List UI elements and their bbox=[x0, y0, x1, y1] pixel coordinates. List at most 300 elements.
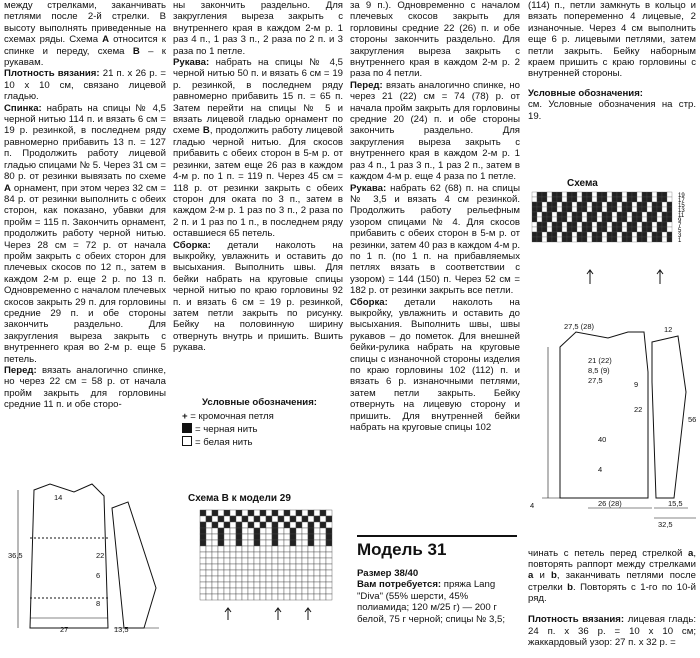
grid-cell bbox=[607, 202, 612, 207]
grid-cell bbox=[260, 564, 266, 570]
grid-cell bbox=[657, 202, 662, 207]
grid-cell bbox=[284, 516, 290, 522]
grid-cell bbox=[567, 207, 572, 212]
grid-cell bbox=[602, 207, 607, 212]
grid-cell bbox=[667, 232, 672, 237]
grid-cell bbox=[642, 202, 647, 207]
grid-cell bbox=[236, 582, 242, 588]
grid-cell bbox=[308, 576, 314, 582]
grid-cell bbox=[254, 552, 260, 558]
grid-cell bbox=[552, 212, 557, 217]
grid-cell bbox=[266, 540, 272, 546]
grid-cell bbox=[642, 237, 647, 242]
legend-item-white: = белая нить bbox=[182, 436, 337, 449]
grid-cell bbox=[218, 534, 224, 540]
grid-cell bbox=[278, 516, 284, 522]
grid-cell bbox=[602, 237, 607, 242]
grid-cell bbox=[562, 227, 567, 232]
grid-cell bbox=[572, 227, 577, 232]
grid-cell bbox=[326, 516, 332, 522]
grid-cell bbox=[532, 222, 537, 227]
grid-cell bbox=[272, 522, 278, 528]
grid-cell bbox=[622, 232, 627, 237]
dim-label: 27,5 (28) bbox=[564, 322, 595, 331]
grid-cell bbox=[542, 212, 547, 217]
grid-cell bbox=[248, 540, 254, 546]
grid-cell bbox=[542, 197, 547, 202]
grid-cell bbox=[248, 594, 254, 600]
grid-cell bbox=[662, 212, 667, 217]
dim-label: 56 bbox=[688, 415, 697, 424]
grid-cell bbox=[597, 217, 602, 222]
grid-cell bbox=[248, 528, 254, 534]
grid-cell bbox=[230, 522, 236, 528]
grid-cell bbox=[617, 197, 622, 202]
grid-cell bbox=[607, 212, 612, 217]
grid-cell bbox=[326, 528, 332, 534]
grid-cell bbox=[278, 582, 284, 588]
model-body: Размер 38/40 Вам потребуется: пряжа Lang "Diva" (55% шерсти, 45% полиамида; 120 м/25 г) — 200 г белой, 75 г черной; спицы № 3,5; bbox=[357, 568, 505, 625]
grid-cell bbox=[206, 540, 212, 546]
grid-cell bbox=[597, 232, 602, 237]
grid-cell bbox=[212, 552, 218, 558]
grid-cell bbox=[272, 546, 278, 552]
grid-cell bbox=[236, 528, 242, 534]
model-size: Размер 38/40 bbox=[357, 568, 419, 579]
grid-cell bbox=[657, 222, 662, 227]
grid-cell bbox=[572, 202, 577, 207]
grid-cell bbox=[657, 227, 662, 232]
grid-cell bbox=[597, 227, 602, 232]
grid-cell bbox=[602, 212, 607, 217]
grid-cell bbox=[284, 576, 290, 582]
grid-cell bbox=[206, 516, 212, 522]
grid-cell bbox=[200, 576, 206, 582]
grid-cell bbox=[320, 516, 326, 522]
grid-cell bbox=[224, 588, 230, 594]
dim-label: 8,5 (9) bbox=[588, 366, 610, 375]
grid-cell bbox=[662, 237, 667, 242]
grid-cell bbox=[557, 212, 562, 217]
grid-cell bbox=[206, 522, 212, 528]
grid-cell bbox=[587, 192, 592, 197]
grid-cell bbox=[254, 510, 260, 516]
grid-cell bbox=[266, 510, 272, 516]
grid-cell bbox=[326, 510, 332, 516]
grid-cell bbox=[547, 192, 552, 197]
grid-cell bbox=[602, 227, 607, 232]
grid-cell bbox=[278, 594, 284, 600]
grid-cell bbox=[627, 212, 632, 217]
grid-cell bbox=[308, 588, 314, 594]
grid-cell bbox=[314, 570, 320, 576]
grid-cell bbox=[224, 552, 230, 558]
grid-cell bbox=[254, 534, 260, 540]
grid-cell bbox=[290, 576, 296, 582]
grid-cell bbox=[557, 217, 562, 222]
grid-cell bbox=[547, 202, 552, 207]
grid-cell bbox=[647, 222, 652, 227]
grid-cell bbox=[537, 232, 542, 237]
grid-cell bbox=[627, 232, 632, 237]
dim-label: 36,5 bbox=[8, 551, 23, 560]
grid-cell bbox=[587, 237, 592, 242]
grid-cell bbox=[567, 192, 572, 197]
grid-cell bbox=[236, 558, 242, 564]
grid-cell bbox=[272, 516, 278, 522]
text-column-3: за 9 п.). Одновременно с началом плечевых скосов закрыть для горловины средние 22 (26) п. и обе стороны закончить раздельно. Для закругления выреза закрыть с внутреннего края в каждом 2-м р. 2 раза по 4 петли. Перед: вязать аналогично спинке, но через 21 (22) см = 74 (78) р. от начала пройм закрыть для горловины средние 20 (24) п. и обе стороны закончить раздельно. Для закругления выреза закрыть с внутреннего края в каждом 2-м р. 1 раз 4 п., 1 раз 3 п., 1 раз 2 п., затем в каждом 4-м р. еще 4 раза по 1 петле. Рукава: набрать 62 (68) п. на спицы № 3,5 и вязать 4 см резинкой. Продолжить работу рельефным узором спицами № 4. Для скосов прибавить с обеих сторон в 5-м р. от резинки, затем 40 раз в каждом 4-м р. по 1 п. (по 1 п. на прибавляемых петлях вязать в соответствии с узором) = 144 (150) п. Через 52 см = 182 р. от резинки закрыть все петли. Сборка: детали наколоть на выкройку, увлажнить и оставить до высыхания. Выполнить швы, швы рукавов – до пометок. Для внешней бейки-рулика набрать на круговые спицы с изнаночной стороны изделия по краю горловины 102 (112) п. и вязать 6 р. изнаночными петлями, затем петли закрыть. Бейку отвернуть на лицевую сторону и пришить. Для внутренней бейки набрать на круговые спицы 102 bbox=[350, 0, 520, 434]
grid-cell bbox=[242, 552, 248, 558]
grid-cell bbox=[632, 207, 637, 212]
grid-cell bbox=[272, 510, 278, 516]
grid-cell bbox=[242, 516, 248, 522]
grid-cell bbox=[206, 564, 212, 570]
grid-cell bbox=[254, 546, 260, 552]
grid-cell bbox=[647, 227, 652, 232]
grid-cell bbox=[212, 540, 218, 546]
grid-cell bbox=[284, 534, 290, 540]
grid-cell bbox=[592, 202, 597, 207]
grid-cell bbox=[326, 552, 332, 558]
grid-cell bbox=[212, 510, 218, 516]
grid-cell bbox=[547, 227, 552, 232]
grid-cell bbox=[248, 564, 254, 570]
grid-cell bbox=[557, 222, 562, 227]
dim-label: 4 bbox=[530, 501, 535, 510]
grid-cell bbox=[537, 212, 542, 217]
row-number: 1 bbox=[678, 238, 682, 244]
grid-cell bbox=[567, 217, 572, 222]
row-number: 3 bbox=[678, 233, 682, 239]
grid-cell bbox=[642, 232, 647, 237]
grid-cell bbox=[308, 522, 314, 528]
grid-cell bbox=[260, 516, 266, 522]
grid-cell bbox=[320, 552, 326, 558]
grid-cell bbox=[266, 558, 272, 564]
dim-label: 15,5 bbox=[668, 499, 683, 508]
grid-cell bbox=[320, 528, 326, 534]
grid-cell bbox=[266, 552, 272, 558]
grid-cell bbox=[314, 564, 320, 570]
grid-cell bbox=[242, 522, 248, 528]
grid-cell bbox=[308, 594, 314, 600]
text-column-2: ны закончить раздельно. Для закругления выреза закрыть с внутреннего края в каждом 2-м р. 1 раз 4 п., 1 раз 3 п., 2 раза по 2 п. и 3 раза по 1 петле. Рукава: набрать на спицы № 4,5 черной нитью 50 п. и вязать 6 см = 19 р. резинкой, в последнем ряду равномерно прибавить 15 п. = 65 п. Затем перейти на спицы № 5 и вязать лицевой гладью орнамент по схеме B, продолжить работу лицевой гладью черной нитью. Для скосов прибавить с обеих сторон в 5-м р. от резинки, затем еще 26 раз в каждом 4-м р. по 1 п. = 119 п. Через 45 см = 118 р. от резинки закрыть с обеих сторон для оката по 3 п., затем в каждом 2-м р. 1 раз по 3 п., 2 раза по 2 п. и 1 раз по 1 п., в последнем ряду оставшиеся 65 петель. Сборка: детали наколоть на выкройку, увлажнить и оставить до высыхания. Выполнить швы. Для бейки набрать на круговые спицы черной нитью по краю горловины 92 п. и вязать 6 см = 19 р. резинкой, затем петли закрыть по рисунку. Бейку на половинную ширину отвернуть внутрь и пришить. Вшить рукава. bbox=[173, 0, 343, 354]
grid-cell bbox=[212, 570, 218, 576]
grid-cell bbox=[577, 192, 582, 197]
grid-cell bbox=[542, 237, 547, 242]
grid-cell bbox=[230, 594, 236, 600]
grid-cell bbox=[314, 576, 320, 582]
grid-cell bbox=[290, 594, 296, 600]
grid-cell bbox=[552, 237, 557, 242]
grid-cell bbox=[667, 207, 672, 212]
grid-cell bbox=[236, 510, 242, 516]
grid-cell bbox=[254, 594, 260, 600]
grid-cell bbox=[612, 222, 617, 227]
grid-cell bbox=[314, 558, 320, 564]
grid-cell bbox=[290, 558, 296, 564]
grid-cell bbox=[302, 528, 308, 534]
grid-cell bbox=[224, 558, 230, 564]
grid-cell bbox=[632, 212, 637, 217]
grid-cell bbox=[326, 588, 332, 594]
grid-cell bbox=[296, 588, 302, 594]
grid-cell bbox=[314, 510, 320, 516]
grid-cell bbox=[260, 540, 266, 546]
grid-cell bbox=[607, 227, 612, 232]
grid-cell bbox=[260, 522, 266, 528]
grid-cell bbox=[632, 197, 637, 202]
row-number: 15 bbox=[678, 203, 685, 209]
grid-cell bbox=[308, 540, 314, 546]
grid-cell bbox=[302, 594, 308, 600]
grid-cell bbox=[242, 528, 248, 534]
grid-cell bbox=[260, 558, 266, 564]
grid-cell bbox=[230, 564, 236, 570]
grid-cell bbox=[662, 227, 667, 232]
grid-cell bbox=[542, 202, 547, 207]
grid-cell bbox=[532, 207, 537, 212]
grid-cell bbox=[577, 217, 582, 222]
grid-cell bbox=[582, 217, 587, 222]
grid-cell bbox=[547, 222, 552, 227]
grid-cell bbox=[587, 217, 592, 222]
grid-cell bbox=[290, 552, 296, 558]
row-number: 9 bbox=[678, 218, 682, 224]
grid-cell bbox=[224, 522, 230, 528]
grid-cell bbox=[218, 546, 224, 552]
grid-cell bbox=[326, 576, 332, 582]
grid-cell bbox=[260, 546, 266, 552]
grid-cell bbox=[532, 232, 537, 237]
left-sweater-pattern bbox=[4, 478, 170, 634]
grid-cell bbox=[647, 212, 652, 217]
grid-cell bbox=[662, 222, 667, 227]
grid-cell bbox=[242, 540, 248, 546]
grid-cell bbox=[622, 202, 627, 207]
grid-cell bbox=[212, 576, 218, 582]
grid-cell bbox=[552, 202, 557, 207]
grid-cell bbox=[248, 558, 254, 564]
grid-cell bbox=[218, 540, 224, 546]
grid-cell bbox=[224, 534, 230, 540]
grid-cell bbox=[212, 594, 218, 600]
grid-cell bbox=[642, 222, 647, 227]
grid-cell bbox=[278, 510, 284, 516]
grid-cell bbox=[284, 522, 290, 528]
grid-cell bbox=[224, 528, 230, 534]
grid-cell bbox=[236, 540, 242, 546]
grid-cell bbox=[230, 570, 236, 576]
grid-cell bbox=[314, 540, 320, 546]
grid-cell bbox=[582, 227, 587, 232]
grid-cell bbox=[260, 576, 266, 582]
grid-cell bbox=[592, 227, 597, 232]
grid-cell bbox=[218, 558, 224, 564]
grid-cell bbox=[290, 570, 296, 576]
grid-cell bbox=[284, 588, 290, 594]
grid-cell bbox=[326, 558, 332, 564]
grid-cell bbox=[552, 232, 557, 237]
right-pattern-chart bbox=[530, 190, 698, 290]
grid-cell bbox=[290, 582, 296, 588]
grid-cell bbox=[296, 594, 302, 600]
grid-cell bbox=[212, 546, 218, 552]
grid-cell bbox=[224, 582, 230, 588]
grid-cell bbox=[542, 207, 547, 212]
grid-cell bbox=[547, 212, 552, 217]
right-sweater-pattern bbox=[528, 322, 700, 534]
grid-cell bbox=[612, 232, 617, 237]
grid-cell bbox=[266, 564, 272, 570]
grid-cell bbox=[647, 202, 652, 207]
grid-cell bbox=[200, 522, 206, 528]
grid-cell bbox=[266, 546, 272, 552]
grid-cell bbox=[254, 582, 260, 588]
grid-cell bbox=[200, 546, 206, 552]
grid-cell bbox=[647, 232, 652, 237]
grid-cell bbox=[532, 212, 537, 217]
grid-cell bbox=[200, 540, 206, 546]
grid-cell bbox=[206, 546, 212, 552]
grid-cell bbox=[230, 588, 236, 594]
grid-cell bbox=[218, 552, 224, 558]
grid-cell bbox=[667, 192, 672, 197]
grid-cell bbox=[537, 202, 542, 207]
grid-cell bbox=[582, 192, 587, 197]
grid-cell bbox=[254, 558, 260, 564]
grid-cell bbox=[284, 546, 290, 552]
grid-cell bbox=[290, 540, 296, 546]
text-column-1: между стрелками, заканчивать петлями после 2-й стрелки. В высоту выполнять приведенные на схемах ряды. Схема A относится к спинке и переду, схема B – к рукавам. Плотность вязания: 21 п. x 26 р. = 10 x 10 см, связано лицевой гладью. Спинка: набрать на спицы № 4,5 черной нитью 114 п. и вязать 6 см = 19 р. резинкой, в последнем ряду равномерно прибавить 13 п. = 127 п. Продолжить работу лицевой гладью спицами № 5. Через 31 см = 80 р. от резинки вывязать по схеме A орнамент, при этом через 32 см = 84 р. от резинки выполнить с обеих сторон, как показано, убавки для пройм = 115 п. Закончить орнамент, продолжить работу черной нитью. Через 28 см = 72 р. от начала пройм закрыть с обеих сторон для плечевых скосов по 12 п., затем в каждом 2-м р. еще 2 р. по 13 п. Одновременно с началом плечевых скосов закрыть 29 п. для горловины средние 29 п. и обе стороны закончить раздельно. Для закругления выреза закрыть с внутреннего края во 2-м р. еще 5 петель. Перед: вязать аналогично спинке, но через 22 см = 58 р. от начала пройм закрыть для горловины средние 11 п. и обе сторо- bbox=[4, 0, 166, 411]
grid-cell bbox=[562, 202, 567, 207]
grid-cell bbox=[652, 192, 657, 197]
grid-cell bbox=[284, 510, 290, 516]
grid-cell bbox=[582, 202, 587, 207]
grid-cell bbox=[296, 570, 302, 576]
grid-cell bbox=[602, 202, 607, 207]
grid-cell bbox=[652, 237, 657, 242]
grid-cell bbox=[206, 552, 212, 558]
grid-cell bbox=[218, 564, 224, 570]
grid-cell bbox=[657, 197, 662, 202]
grid-cell bbox=[314, 546, 320, 552]
grid-cell bbox=[308, 534, 314, 540]
grid-cell bbox=[302, 558, 308, 564]
grid-cell bbox=[667, 227, 672, 232]
dim-label: 4 bbox=[598, 465, 603, 474]
grid-cell bbox=[602, 217, 607, 222]
grid-cell bbox=[302, 576, 308, 582]
grid-cell bbox=[612, 207, 617, 212]
grid-cell bbox=[284, 540, 290, 546]
grid-cell bbox=[206, 534, 212, 540]
grid-cell bbox=[290, 564, 296, 570]
grid-cell bbox=[592, 237, 597, 242]
arrow-up-icon bbox=[657, 270, 663, 284]
grid-cell bbox=[632, 217, 637, 222]
grid-cell bbox=[308, 570, 314, 576]
grid-cell bbox=[582, 237, 587, 242]
white-square-icon bbox=[182, 436, 192, 446]
grid-cell bbox=[637, 217, 642, 222]
grid-cell bbox=[248, 576, 254, 582]
grid-cell bbox=[652, 212, 657, 217]
grid-cell bbox=[597, 222, 602, 227]
grid-cell bbox=[272, 528, 278, 534]
grid-cell bbox=[547, 197, 552, 202]
grid-cell bbox=[284, 570, 290, 576]
grid-cell bbox=[272, 558, 278, 564]
grid-cell bbox=[266, 516, 272, 522]
text-column-4-bottom: чинать с петель перед стрелкой a, повторять раппорт между стрелками a и b, заканчивать петлями после стрелки b. Повторять с 1-го по 10-й ряд. Плотность вязания: лицевая гладь: 24 п. x 36 р. = 10 x 10 см; жаккардовый узор: 27 п. x 32 р. = bbox=[528, 547, 696, 649]
grid-cell bbox=[652, 217, 657, 222]
grid-cell bbox=[320, 510, 326, 516]
grid-cell bbox=[320, 576, 326, 582]
grid-cell bbox=[218, 588, 224, 594]
grid-cell bbox=[224, 576, 230, 582]
grid-cell bbox=[254, 564, 260, 570]
grid-cell bbox=[230, 528, 236, 534]
grid-cell bbox=[622, 217, 627, 222]
grid-cell bbox=[562, 192, 567, 197]
grid-cell bbox=[230, 552, 236, 558]
grid-cell bbox=[272, 582, 278, 588]
grid-cell bbox=[308, 546, 314, 552]
grid-cell bbox=[572, 212, 577, 217]
grid-cell bbox=[248, 552, 254, 558]
grid-cell bbox=[577, 237, 582, 242]
grid-cell bbox=[557, 227, 562, 232]
grid-cell bbox=[572, 207, 577, 212]
grid-cell bbox=[577, 202, 582, 207]
grid-cell bbox=[272, 534, 278, 540]
grid-cell bbox=[537, 207, 542, 212]
grid-cell bbox=[230, 510, 236, 516]
grid-cell bbox=[308, 528, 314, 534]
grid-cell bbox=[627, 207, 632, 212]
grid-cell bbox=[254, 522, 260, 528]
grid-cell bbox=[278, 564, 284, 570]
grid-cell bbox=[667, 202, 672, 207]
grid-cell bbox=[622, 207, 627, 212]
grid-cell bbox=[212, 534, 218, 540]
grid-cell bbox=[206, 588, 212, 594]
grid-cell bbox=[617, 237, 622, 242]
grid-cell bbox=[326, 594, 332, 600]
grid-cell bbox=[290, 522, 296, 528]
grid-cell bbox=[652, 202, 657, 207]
grid-cell bbox=[537, 222, 542, 227]
grid-cell bbox=[532, 192, 537, 197]
grid-cell bbox=[627, 222, 632, 227]
grid-cell bbox=[224, 516, 230, 522]
grid-cell bbox=[552, 222, 557, 227]
grid-cell bbox=[278, 546, 284, 552]
grid-cell bbox=[592, 192, 597, 197]
grid-cell bbox=[662, 192, 667, 197]
grid-cell bbox=[254, 528, 260, 534]
grid-cell bbox=[637, 212, 642, 217]
grid-cell bbox=[254, 570, 260, 576]
grid-cell bbox=[587, 232, 592, 237]
grid-cell bbox=[206, 570, 212, 576]
grid-cell bbox=[627, 192, 632, 197]
grid-cell bbox=[562, 217, 567, 222]
grid-cell bbox=[242, 582, 248, 588]
grid-cell bbox=[296, 522, 302, 528]
grid-cell bbox=[607, 237, 612, 242]
